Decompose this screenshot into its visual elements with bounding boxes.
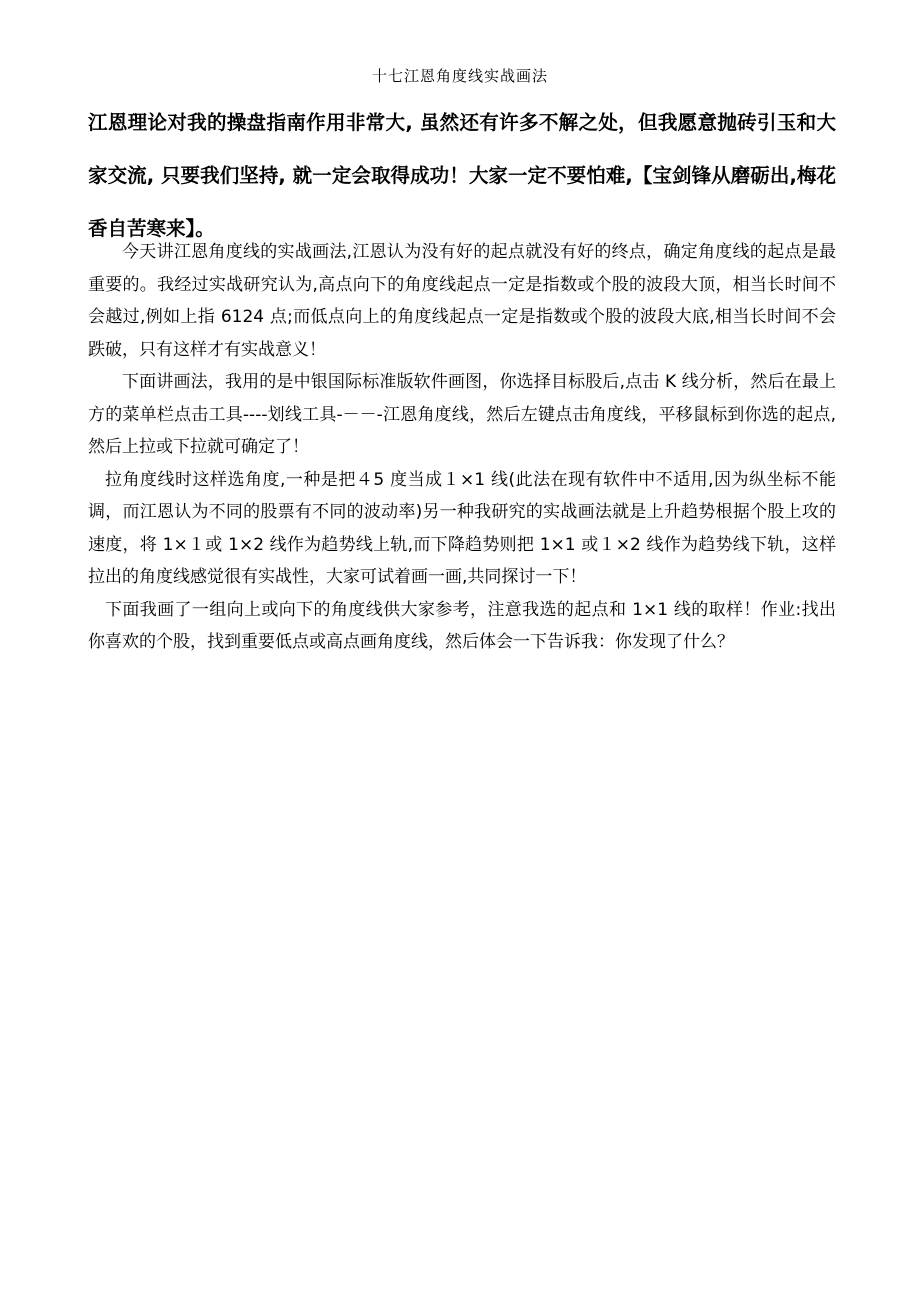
- paragraph-angle-selection: 拉角度线时这样选角度,一种是把４5 度当成１×1 线(此法在现有软件中不适用,因为纵坐标不能调，而江恩认为不同的股票有不同的波动率)另一种我研究的实战画法就是上升趋势根据个股上攻的速度，将 1×１或 1×2 线作为趋势线上轨,而下降趋势则把 1×1 或１×2 线作为趋势线下轨，这样拉出的角度线感觉很有实战性，大家可试着画一画,共同探讨一下！: [88, 469, 836, 587]
- document-body: [88, 236, 836, 659]
- paragraph-starting-point: 今天讲江恩角度线的实战画法,江恩认为没有好的起点就没有好的终点，确定角度线的起点是最重要的。我经过实战研究认为,高点向下的角度线起点一定是指数或个股的波段大顶，相当长时间不会越过,例如上指 6124 点;而低点向上的角度线起点一定是指数或个股的波段大底,相当长时间不会跌破，只有这样才有实战意义！: [88, 242, 836, 360]
- document-title: 十七江恩角度线实战画法: [371, 67, 548, 85]
- intro-paragraph: 江恩理论对我的操盘指南作用非常大, 虽然还有许多不解之处，但我愿意抛砖引玉和大家交流, 只要我们坚持, 就一定会取得成功！大家一定不要怕难,【宝剑锋从磨砺出,梅花香自苦寒来】。: [88, 111, 836, 240]
- paragraph-homework: 下面我画了一组向上或向下的角度线供大家参考，注意我选的起点和 1×1 线的取样！作业:找出你喜欢的个股，找到重要低点或高点画角度线，然后体会一下告诉我：你发现了什么？: [88, 599, 836, 652]
- paragraph-drawing-method: 下面讲画法，我用的是中银国际标准版软件画图，你选择目标股后,点击 K 线分析，然后在最上方的菜单栏点击工具----划线工具-－－-江恩角度线，然后左键点击角度线，平移鼠标到你选的起点,然后上拉或下拉就可确定了！: [88, 372, 836, 457]
